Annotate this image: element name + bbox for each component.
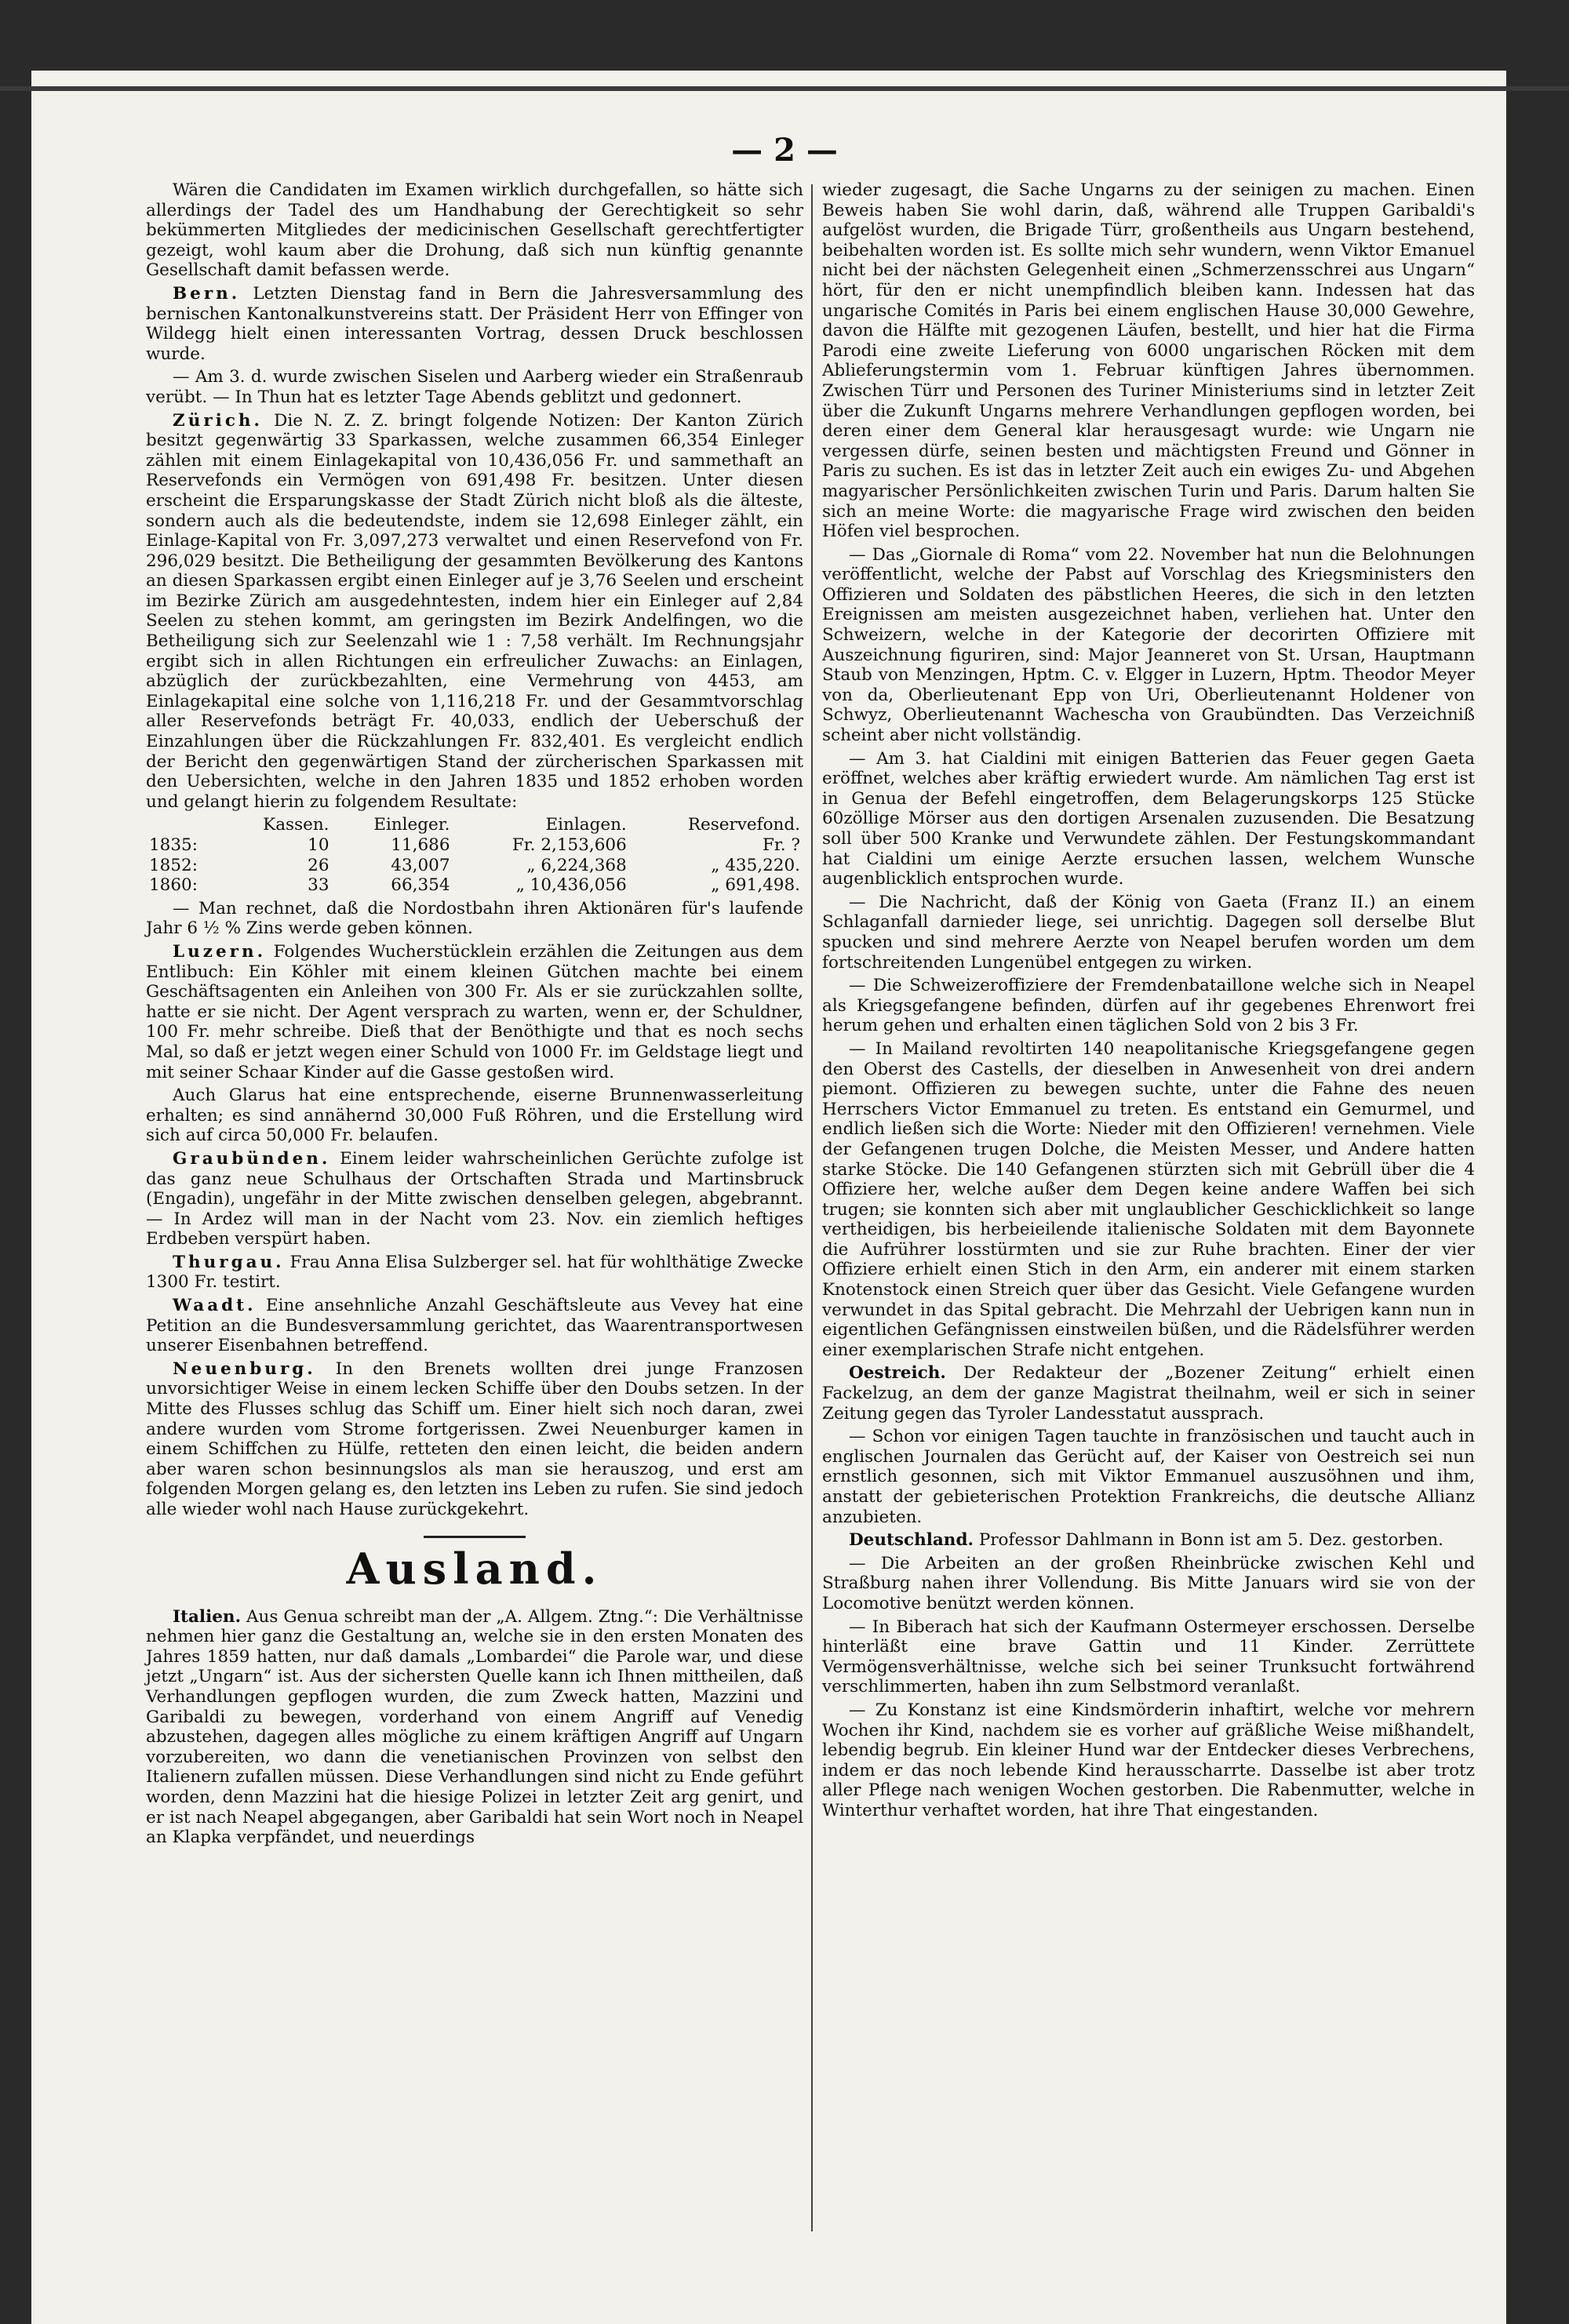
table-cell: Fr. ?	[762, 835, 800, 855]
place-label: Thurgau.	[173, 1252, 285, 1272]
paragraph: — Die Schweizeroffiziere der Fremdenbataillone welche sich in Neapel als Kriegsgefangene befinden, dürfen auf ihr gegebenes Ehrenwort frei herum gehen und erhalten einen täglichen Sold von 2 bis 3 Fr.	[822, 976, 1475, 1036]
place-label: Zürich.	[173, 410, 264, 431]
paragraph: — Zu Konstanz ist eine Kindsmörderin inhaftirt, welche vor mehrern Wochen ihr Kind, nachdem sie es vorher auf gräßliche Weise mißhandelt, lebendig begrub. Ein kleiner Hund war der Entdecker dieses Verbrechens, indem er das noch lebende Kind herausscharrte. Dasselbe ist aber trotz aller Pflege nach wenigen Wochen gestorben. Die Rabenmutter, welche in Winterthur verhaftet worden, hat ihre That eingestanden.	[822, 1700, 1475, 1820]
paragraph-text: Folgendes Wucherstücklein erzählen die Zeitungen aus dem Entlibuch: Ein Köhler mit einem kleinen Gütchen machte bei einem Geschäftsagenten ein Anleihen von 300 Fr. Als er sie zurückzahlen sollte, hatte er sie nicht. Der Agent versprach zu warten, wenn er, der Schuldner, 100 Fr. mehr schreibe. Dieß that der Benöthigte und that es noch sechs Mal, so daß er jetzt wegen einer Schuld von 1000 Fr. im Geldstage liegt und mit seiner Schaar Kinder auf die Gasse gestoßen wird.	[146, 941, 803, 1082]
top-rule	[0, 86, 1569, 91]
paragraph-neuenburg	[146, 1359, 803, 1520]
table-header: Einleger.	[373, 815, 450, 835]
place-label: Waadt.	[173, 1296, 257, 1316]
savings-table	[146, 815, 803, 895]
section-heading: Ausland.	[346, 1543, 603, 1594]
paragraph: — Die Nachricht, daß der König von Gaeta (Franz II.) an einem Schlaganfall darnieder liege, sei unrichtig. Dagegen soll derselbe Blut spucken und sind mehrere Aerzte von Neapel berufen worden um dem fortschreitenden Lungenübel entgegen zu wirken.	[822, 892, 1475, 973]
paragraph: — Man rechnet, daß die Nordostbahn ihren Aktionären für's laufende Jahr 6 ½ % Zins werde geben können.	[146, 898, 803, 939]
paragraph-text: Aus Genua schreibt man der „A. Allgem. Ztng.“: Die Verhältnisse nehmen hier ganz die Gestaltung an, welche sie in den ersten Monaten des Jahres 1859 hatten, nur daß damals „Lombardei“ die Parole war, und diese jetzt „Ungarn“ ist. Aus der sichersten Quelle kann ich Ihnen mittheilen, daß Verhandlungen gepflogen wurden, die zum Zweck hatten, Mazzini und Garibaldi zu bewegen, vorderhand von einem Angriff auf Venedig abzustehen, dagegen alles mögliche zu einem kräftigen Angriff auf Ungarn vorzubereiten, wo dann die venetianischen Provinzen von selbst den Italienern zufallen müssen. Diese Verhandlungen sind nicht zu Ende geführt worden, denn Mazzini hat die hiesige Polizei in letzter Zeit arg genirt, und er ist nach Neapel abgegangen, aber Garibaldi hat sein Wort noch in Neapel an Klapka verpfändet, und neuerdings	[146, 1606, 803, 1848]
paragraph: Wären die Candidaten im Examen wirklich durchgefallen, so hätte sich allerdings der Tadel des um Handhabung der Gerechtigkeit so sehr bekümmerten Mitgliedes der medicinischen Gesellschaft gerechtfertigter gezeigt, wohl kaum aber die Drohung, daß sich nun künftig genannte Gesellschaft damit befassen werde.	[146, 180, 803, 281]
place-label: Graubünden.	[173, 1148, 331, 1169]
page-number: — 2 —	[731, 132, 838, 169]
paragraph: — In Biberach hat sich der Kaufmann Ostermeyer erschossen. Derselbe hinterläßt eine brave Gattin und 11 Kinder. Zerrüttete Vermögensverhältnisse, welche sich bei seiner Trunksucht fortwährend verschlimmerten, haben ihn zum Selbstmord veranlaßt.	[822, 1617, 1475, 1697]
table-header-row	[146, 815, 803, 835]
paragraph-text: In den Brenets wollten drei junge Franzosen unvorsichtiger Weise in einem lecken Schiffe über den Doubs setzen. In der Mitte des Flusses schlug das Schiff um. Einer hielt sich noch daran, zwei andere wurden vom Strome fortgerissen. Zwei Neuenburger kamen in einem Schiffchen zu Hülfe, retteten den einen leicht, die beiden andern aber waren schon besinnungslos als man sie herauszog, und erst am folgenden Morgen gelang es, den letzten ins Leben zu rufen. Sie sind jedoch alle wieder wohl nach Hause zurückgekehrt.	[146, 1358, 803, 1519]
paragraph-oestreich	[822, 1363, 1475, 1424]
place-label: Bern.	[173, 283, 241, 304]
paragraph: Auch Glarus hat eine entsprechende, eiserne Brunnenwasserleitung erhalten; es sind annähernd 30,000 Fuß Röhren, und die Erstellung wird sich auf circa 50,000 Fr. belaufen.	[146, 1086, 803, 1146]
paragraph-waadt	[146, 1296, 803, 1356]
paragraph: — Am 3. hat Cialdini mit einigen Batterien das Feuer gegen Gaeta eröffnet, welches aber kräftig erwiedert wurde. Am nämlichen Tag erst ist in Genua der Befehl eingetroffen, dem Belagerungskorps 125 Stücke 60zöllige Mörser aus den dortigen Arsenalen zuzusenden. Die Besatzung soll über 500 Kranke und Verwundete zählen. Der Festungskommandant hat Cialdini um einige Aerzte ersuchen lassen, welchem Wunsche augenblicklich entsprochen wurde.	[822, 748, 1475, 889]
country-label: Oestreich.	[849, 1363, 946, 1384]
column-divider	[811, 184, 813, 2231]
paragraph-graubunden	[146, 1149, 803, 1249]
table-cell: 11,686	[391, 835, 450, 855]
paragraph-bern	[146, 284, 803, 364]
table-row	[146, 856, 803, 876]
heading-rule	[424, 1536, 526, 1538]
paragraph-italien	[146, 1607, 803, 1848]
place-label: Neuenburg.	[173, 1358, 316, 1379]
paragraph-thurgau	[146, 1253, 803, 1293]
paragraph-text: Die N. Z. Z. bringt folgende Notizen: Der Kanton Zürich besitzt gegenwärtig 33 Sparkassen, welche zusammen 66,354 Einleger zählen mit einem Einlagekapital von 10,436,056 Fr. und sammethaft an Reservefonds ein Vermögen von 691,498 Fr. besitzen. Unter diesen erscheint die Ersparungskasse der Stadt Zürich nicht bloß als die älteste, sondern auch als die bedeutendste, indem sie 12,698 Einleger zählt, ein Einlage-Kapital von Fr. 3,097,273 verwaltet und einen Reservefond von Fr. 296,029 besitzt. Die Betheiligung der gesammten Bevölkerung des Kantons an diesen Sparkassen ergibt einen Einleger auf je 3,76 Seelen und erscheint im Bezirke Zürich am ausgedehntesten, indem hier ein Einleger auf 2,84 Seelen zu stehen kommt, am geringsten im Bezirk Andelfingen, wo die Betheiligung sich zur Seelenzahl wie 1 : 7,58 verhält. Im Rechnungsjahr ergibt sich in allen Richtungen ein erfreulicher Zuwachs: an Einlagen, abzüglich der zurückbezahlten, eine Vermehrung von 4453, am Einlagekapital eine solche von 1,116,218 Fr. und der Gesammtvorschlag aller Reservefonds beträgt Fr. 40,033, endlich der Ueberschuß der Einzahlungen über die Rückzahlungen Fr. 832,401. Es vergleicht endlich der Bericht den gegenwärtigen Stand der zürcherischen Sparkassen mit den Uebersichten, welche in den Jahren 1835 und 1852 erhoben worden und gelangt hierin zu folgendem Resultate:	[146, 410, 804, 812]
table-cell: „ 435,220.	[711, 855, 800, 875]
table-cell: 33	[308, 875, 329, 896]
section-heading-block	[146, 1536, 803, 1596]
table-cell: „ 10,436,056	[515, 875, 627, 896]
paragraph-text: Professor Dahlmann in Bonn ist am 5. Dez. gestorben.	[978, 1530, 1443, 1551]
table-cell: „ 691,498.	[711, 875, 800, 896]
table-row	[146, 875, 803, 896]
table-cell: 1835:	[149, 835, 198, 855]
paragraph-text: Einem leider wahrscheinlichen Gerüchte zufolge ist das ganz neue Schulhaus der Ortschaften Strada und Martinsbruck (Engadin), ungefähr in der Mitte zwischen denselben gelegen, abgebrannt. — In Ardez will man in der Nacht vom 23. Nov. ein ziemlich heftiges Erdbeben verspürt haben.	[146, 1148, 803, 1249]
table-cell: 10	[308, 835, 329, 855]
table-cell: „ 6,224,368	[526, 855, 627, 875]
table-cell: 26	[308, 855, 329, 875]
table-cell: 66,354	[391, 875, 450, 896]
paragraph: — Schon vor einigen Tagen tauchte in französischen und taucht auch in englischen Journalen das Gerücht auf, der Kaiser von Oestreich sei nun ernstlich gesonnen, sich mit Viktor Emmanuel auszusöhnen und ihm, anstatt der gebieterischen Protektion Frankreichs, die deutsche Allianz anzubieten.	[822, 1427, 1475, 1527]
country-label: Italien.	[173, 1606, 242, 1627]
table-row	[146, 835, 803, 856]
country-label: Deutschland.	[849, 1530, 974, 1551]
table-cell: 1852:	[149, 855, 198, 875]
paragraph-deutschland	[822, 1530, 1475, 1551]
paragraph-luzern	[146, 942, 803, 1082]
table-header	[146, 815, 226, 835]
table-header: Kassen.	[263, 815, 329, 835]
left-column	[146, 180, 803, 1851]
paragraph-text: Eine ansehnliche Anzahl Geschäftsleute aus Vevey hat eine Petition an die Bundesversammlung gerichtet, das Waarentransportwesen unserer Eisenbahnen betreffend.	[146, 1296, 803, 1356]
place-label: Luzern.	[173, 941, 267, 962]
right-column	[822, 180, 1475, 1824]
paragraph: — Das „Giornale di Roma“ vom 22. November hat nun die Belohnungen veröffentlicht, welche der Pabst auf Vorschlag des Kriegsministers den Offizieren und Soldaten des päbstlichen Heeres, die sich in den letzten Ereignissen am meisten ausgezeichnet haben, verliehen hat. Unter den Schweizern, welche in der Kategorie der decorirten Offiziere mit Auszeichnung figuriren, sind: Major Jeanneret von St. Ursan, Hauptmann Staub von Menzingen, Hptm. C. v. Elgger in Luzern, Hptm. Theodor Meyer von da, Oberlieutenant Epp von Uri, Oberlieutenannt Holdener von Schwyz, Oberlieutenannt Wachescha von Graubündten. Das Verzeichniß scheint aber nicht vollständig.	[822, 544, 1475, 746]
paragraph: — Die Arbeiten an der großen Rheinbrücke zwischen Kehl und Straßburg nahen ihrer Vollendung. Bis Mitte Januars wird sie von der Locomotive benützt werden können.	[822, 1553, 1475, 1613]
table-header: Einlagen.	[545, 815, 627, 835]
paragraph-text: Letzten Dienstag fand in Bern die Jahresversammlung des bernischen Kantonalkunstvereins statt. Der Präsident Herr von Effinger von Wildegg hielt einen interessanten Vortrag, dessen Druck beschlossen wurde.	[146, 283, 803, 364]
paragraph-text: Der Redakteur der „Bozener Zeitung“ erhielt einen Fackelzug, an dem der ganze Magistrat theilnahm, weil er sich in seiner Zeitung gegen das Tyroler Landesstatut aussprach.	[822, 1363, 1475, 1424]
paragraph: — Am 3. d. wurde zwischen Siselen und Aarberg wieder ein Straßenraub verübt. — In Thun hat es letzter Tage Abends geblitzt und gedonnert.	[146, 367, 803, 407]
paragraph-text: Frau Anna Elisa Sulzberger sel. hat für wohlthätige Zwecke 1300 Fr. testirt.	[146, 1252, 803, 1293]
paragraph: wieder zugesagt, die Sache Ungarns zu der seinigen zu machen. Einen Beweis haben Sie wohl darin, daß, während alle Truppen Garibaldi's aufgelöst wurden, die Brigade Türr, großentheils aus Ungarn bestehend, beibehalten worden ist. Es sollte mich sehr wundern, wenn Viktor Emanuel nicht bei der nächsten Gelegenheit einen „Schmerzensschrei aus Ungarn“ hört, für den er nicht unempfindlich bleiben kann. Indessen hat das ungarische Comités in Paris bei einem englischen Hause 30,000 Gewehre, davon die Hälfte mit gezogenen Läufen, bestellt, und hier hat die Firma Parodi eine zweite Lieferung von 6000 ungarischen Röcken mit dem Ablieferungstermin vom 1. Februar künftigen Jahres übernommen. Zwischen Türr und Personen des Turiner Ministeriums sind in letzter Zeit über die Zukunft Ungarns mehrere Verhandlungen gepflogen worden, bei deren einer dem General klar herausgesagt wurde: wie Ungarn nie vergessen dürfe, seinen besten und mächtigsten Freund und Gönner in Paris zu suchen. Es ist das in letzter Zeit auch ein ewiges Zu- und Abgehen magyarischer Persönlichkeiten zwischen Turin und Paris. Darum halten Sie sich an meine Worte: die magyarische Frage wird zwischen den beiden Höfen viel besprochen.	[822, 180, 1475, 542]
paragraph-zurich	[146, 411, 803, 813]
table-cell: Fr. 2,153,606	[511, 835, 627, 855]
table-cell: 1860:	[149, 875, 198, 896]
table-cell: 43,007	[391, 855, 450, 875]
paragraph: — In Mailand revoltirten 140 neapolitanische Kriegsgefangene gegen den Oberst des Castells, der dieselben in Anwesenheit von drei andern piemont. Offizieren zu bewegen suchte, unter die Fahne des neuen Herrschers Victor Emmanuel zu treten. Es entstand ein Gemurmel, und endlich ließen sich die Worte: Nieder mit den Offizieren! vernehmen. Viele der Gefangenen trugen Dolche, die Meisten Messer, und Andere hatten starke Stöcke. Die 140 Gefangenen stürzten sich mit Gebrüll über die 4 Offiziere her, welche außer dem Degen keine andere Waffen bei sich trugen; sie konnten sich aber mit unglaublicher Geschicklichkeit so lange vertheidigen, bis herbeieilende italienische Soldaten mit dem Bayonnete die Aufrührer losstürmten und sie zur Ruhe brachten. Einer der vier Offiziere erhielt einen Stich in den Arm, ein anderer mit einem starken Knotenstock einen Streich quer über das Gesicht. Viele Gefangene wurden verwundet in das Spital gebracht. Die Mehrzahl der Uebrigen kann nun in eigentlichen Gefängnissen einstweilen büßen, und die Rädelsführer werden einer exemplarischen Strafe nicht entgehen.	[822, 1038, 1475, 1360]
table-header: Reservefond.	[687, 815, 800, 835]
